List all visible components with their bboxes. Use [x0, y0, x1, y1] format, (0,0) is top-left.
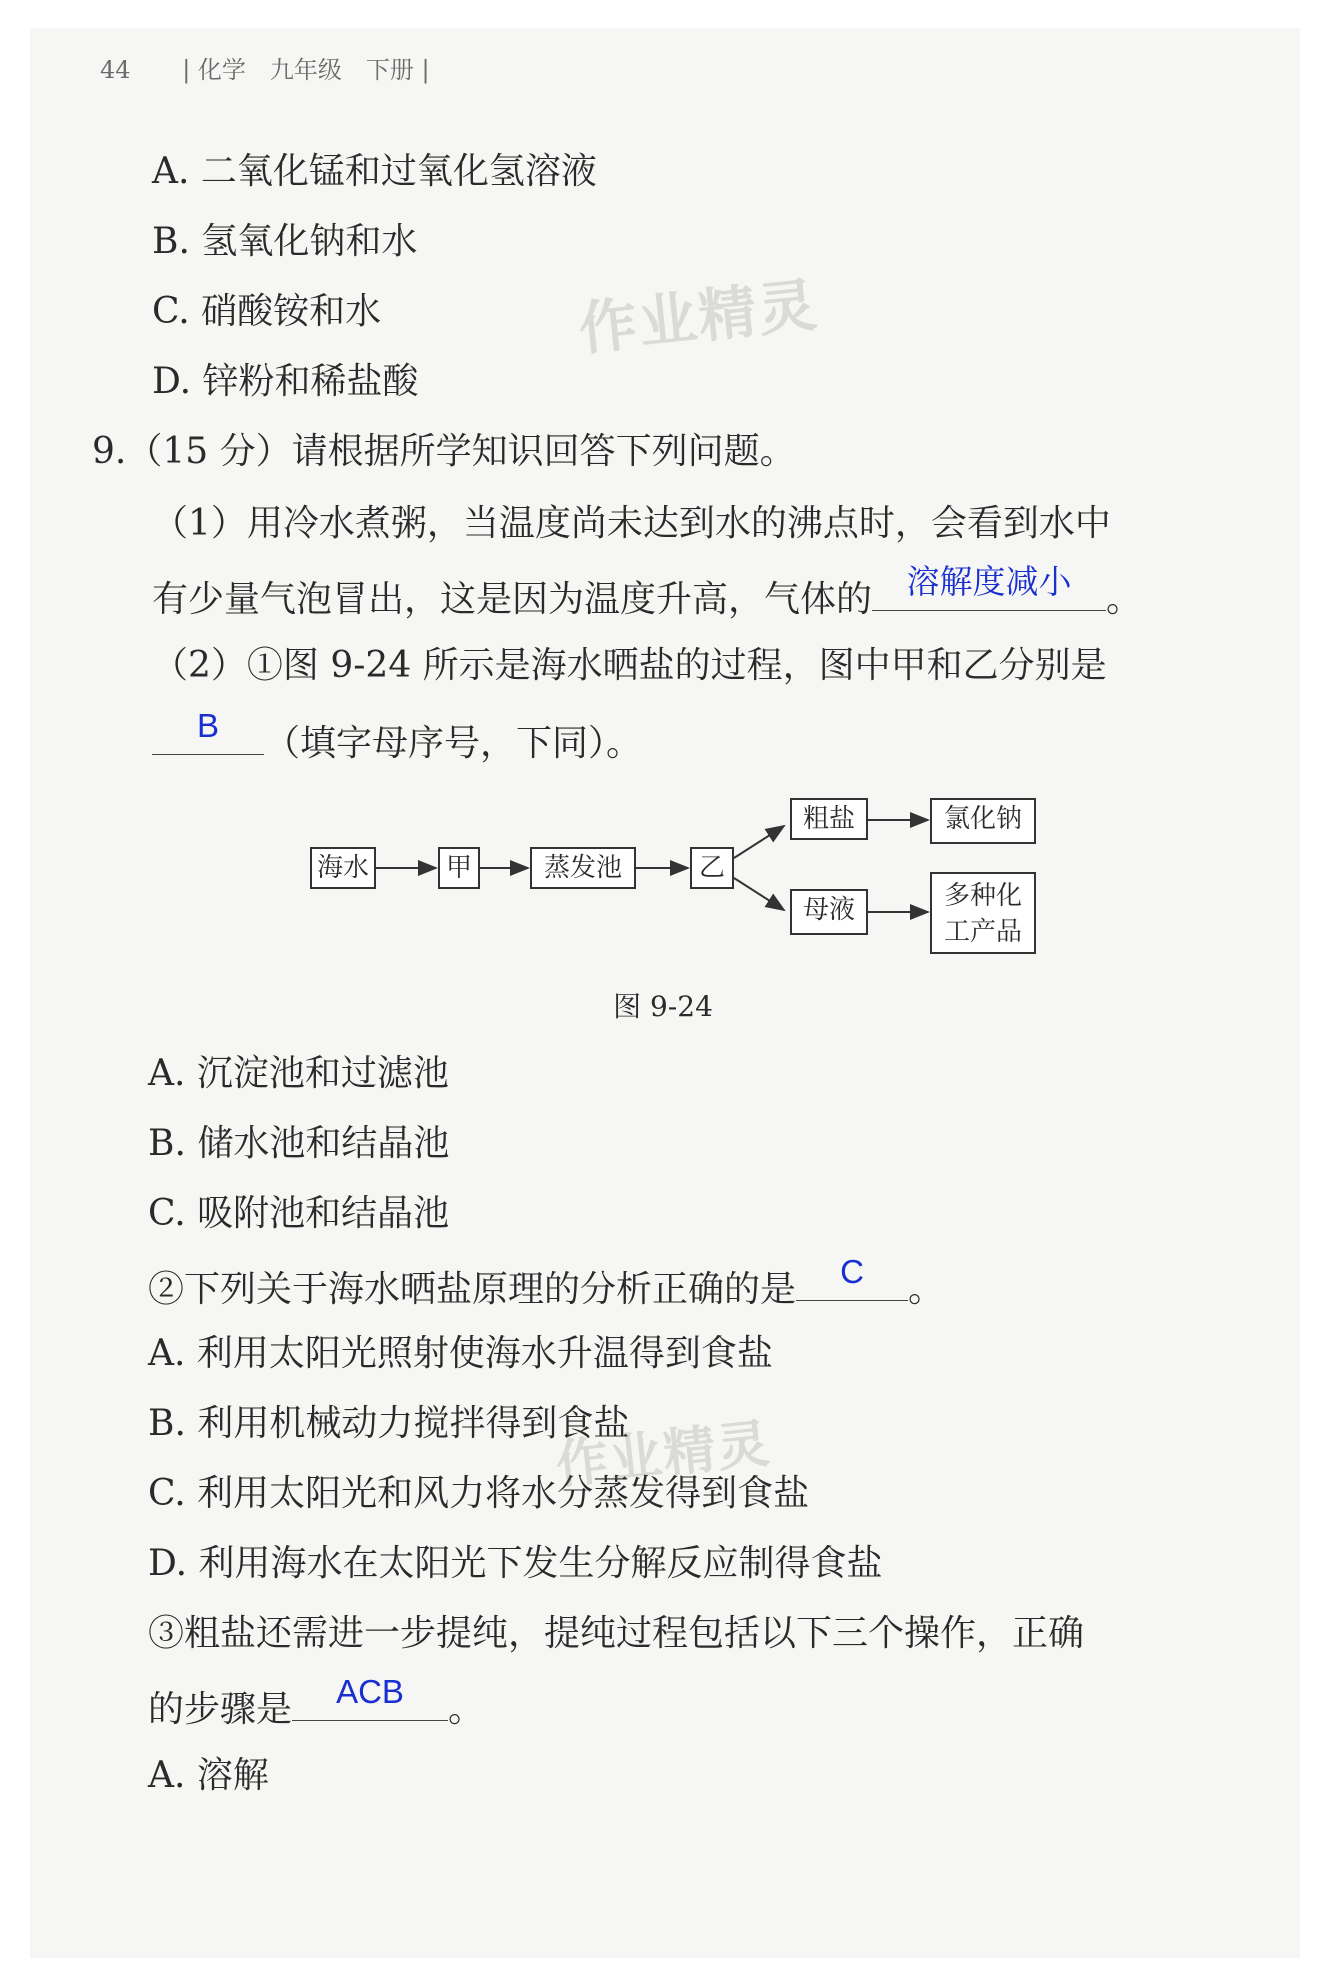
figure-caption: 图 9-24	[613, 990, 713, 1023]
box-jia: 甲	[438, 847, 480, 889]
handwritten-answer-4: ACB	[336, 1673, 404, 1710]
watermark: 作业精灵	[575, 270, 822, 364]
chem-products-line2: 工产品	[943, 917, 1022, 947]
q8-option-c: C. 硝酸铵和水	[152, 291, 382, 332]
q9-sub2	[148, 1253, 945, 1312]
sub3-option-a: A. 溶解	[148, 1755, 269, 1796]
q9-part1-line1: （1）用冷水煮粥，当温度尚未达到水的沸点时，会看到水中	[152, 503, 1111, 544]
box-sodium-chloride: 氯化钠	[930, 798, 1036, 844]
box-crude-salt: 粗盐	[790, 798, 868, 840]
q9-part2-line2	[152, 707, 643, 766]
answer-blank-4	[292, 1673, 448, 1721]
q9-part1-text: 有少量气泡冒出，这是因为温度升高，气体的	[152, 579, 873, 620]
sub2-option-c: C. 利用太阳光和风力将水分蒸发得到食盐	[148, 1473, 810, 1514]
q9-title: 9.（15 分）请根据所学知识回答下列问题。	[92, 431, 796, 472]
box-mother-liquor: 母液	[790, 889, 868, 935]
period: 。	[1106, 579, 1143, 620]
chem-products-line1: 多种化	[943, 881, 1022, 911]
figure-9-24	[300, 788, 1060, 958]
sub2-option-a: A. 利用太阳光照射使海水升温得到食盐	[148, 1333, 773, 1374]
q9-part2-hint: （填字母序号，下同）。	[264, 723, 643, 764]
box-evaporation-pond: 蒸发池	[530, 847, 636, 889]
q9-part1-line2	[152, 563, 1143, 622]
q9-sub3-line1: ③粗盐还需进一步提纯，提纯过程包括以下三个操作，正确	[148, 1613, 1085, 1654]
sub2-option-d: D. 利用海水在太阳光下发生分解反应制得食盐	[148, 1543, 883, 1584]
sub1-option-c: C. 吸附池和结晶池	[148, 1193, 450, 1234]
q8-option-b: B. 氢氧化钠和水	[152, 221, 418, 262]
box-seawater: 海水	[310, 847, 376, 889]
q9-sub3-text: 的步骤是	[148, 1689, 293, 1730]
q8-option-a: A. 二氧化锰和过氧化氢溶液	[152, 151, 597, 192]
watermark-2: 作业精灵	[553, 1413, 775, 1497]
answer-blank-2	[152, 707, 264, 755]
q8-option-d: D. 锌粉和稀盐酸	[152, 361, 419, 402]
page-header	[100, 50, 430, 85]
handwritten-answer-2: B	[196, 707, 219, 744]
page-number: 44	[100, 56, 131, 84]
answer-blank-3	[796, 1253, 908, 1301]
q9-sub3-line2	[148, 1673, 485, 1732]
sub1-option-a: A. 沉淀池和过滤池	[148, 1053, 449, 1094]
answer-blank-1	[872, 563, 1106, 611]
handwritten-answer-3: C	[840, 1253, 864, 1290]
q9-part2-line1: （2）①图 9-24 所示是海水晒盐的过程，图中甲和乙分别是	[152, 645, 1107, 686]
q9-sub2-text: ②下列关于海水晒盐原理的分析正确的是	[148, 1269, 797, 1310]
sub1-option-b: B. 储水池和结晶池	[148, 1123, 450, 1164]
period: 。	[908, 1269, 945, 1310]
sub2-option-b: B. 利用机械动力搅拌得到食盐	[148, 1403, 630, 1444]
book-title: | 化学 九年级 下册 |	[182, 56, 430, 84]
period: 。	[448, 1689, 485, 1730]
handwritten-answer-1: 溶解度减小	[906, 563, 1072, 600]
box-yi: 乙	[690, 847, 734, 889]
box-chemical-products	[930, 872, 1036, 954]
